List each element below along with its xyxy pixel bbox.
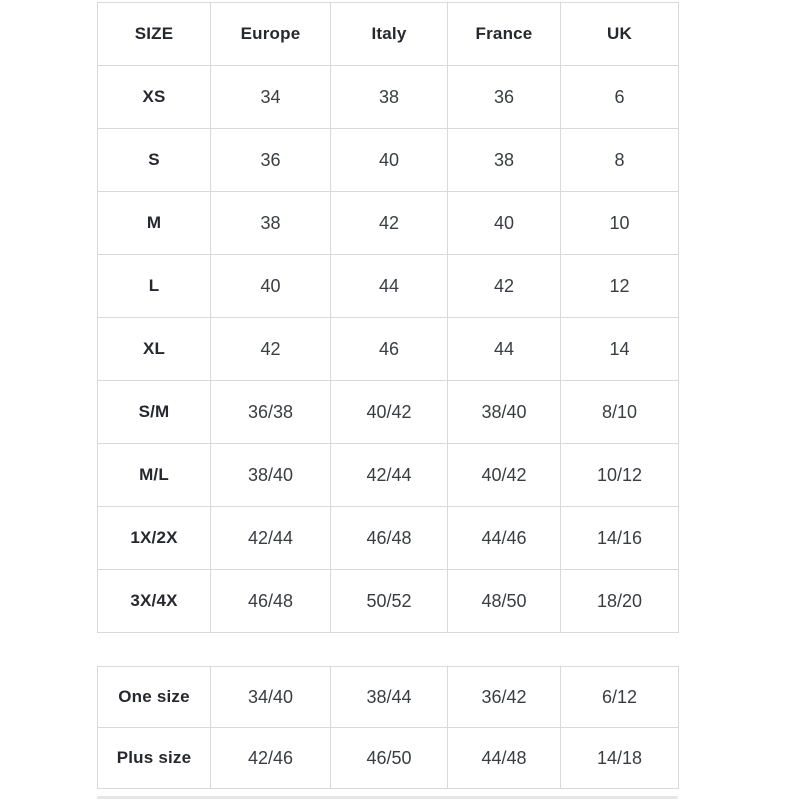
cell-france: 44 [448,318,561,381]
cell-italy: 44 [331,255,448,318]
cell-uk: 14 [561,318,679,381]
table-row-m [98,192,679,255]
row-label: XS [98,66,211,129]
row-label: S [98,129,211,192]
cell-france: 38 [448,129,561,192]
table-row-one-size [98,667,679,728]
cell-europe: 46/48 [211,570,331,633]
cell-uk: 12 [561,255,679,318]
horizontal-scrollbar[interactable] [97,796,678,799]
cell-uk: 6/12 [561,667,679,728]
cell-france: 44/48 [448,728,561,789]
cell-italy: 38/44 [331,667,448,728]
cell-europe: 42/44 [211,507,331,570]
cell-france: 36/42 [448,667,561,728]
cell-uk: 14/18 [561,728,679,789]
size-conversion-table [97,2,679,633]
column-header-france: France [448,3,561,66]
cell-uk: 18/20 [561,570,679,633]
cell-uk: 6 [561,66,679,129]
cell-france: 36 [448,66,561,129]
cell-italy: 38 [331,66,448,129]
cell-italy: 50/52 [331,570,448,633]
column-header-size: SIZE [98,3,211,66]
cell-france: 40/42 [448,444,561,507]
cell-france: 40 [448,192,561,255]
table-row-sm [98,381,679,444]
row-label: M/L [98,444,211,507]
table-row-xs [98,66,679,129]
table-row-plus-size [98,728,679,789]
row-label: 3X/4X [98,570,211,633]
cell-uk: 8/10 [561,381,679,444]
row-label: 1X/2X [98,507,211,570]
cell-europe: 34 [211,66,331,129]
cell-uk: 10/12 [561,444,679,507]
special-size-table [97,666,679,789]
cell-europe: 38/40 [211,444,331,507]
column-header-uk: UK [561,3,679,66]
cell-europe: 42/46 [211,728,331,789]
cell-france: 42 [448,255,561,318]
cell-europe: 40 [211,255,331,318]
cell-italy: 40 [331,129,448,192]
table-row-l [98,255,679,318]
cell-france: 38/40 [448,381,561,444]
cell-italy: 42 [331,192,448,255]
cell-italy: 42/44 [331,444,448,507]
cell-italy: 46/50 [331,728,448,789]
cell-europe: 36 [211,129,331,192]
row-label: XL [98,318,211,381]
column-header-europe: Europe [211,3,331,66]
row-label: L [98,255,211,318]
cell-uk: 8 [561,129,679,192]
cell-europe: 34/40 [211,667,331,728]
cell-uk: 10 [561,192,679,255]
row-label: M [98,192,211,255]
cell-europe: 36/38 [211,381,331,444]
cell-italy: 46 [331,318,448,381]
row-label: One size [98,667,211,728]
table-row-3x4x [98,570,679,633]
cell-france: 48/50 [448,570,561,633]
cell-france: 44/46 [448,507,561,570]
table-row-1x2x [98,507,679,570]
table-row-s [98,129,679,192]
cell-uk: 14/16 [561,507,679,570]
cell-europe: 42 [211,318,331,381]
cell-italy: 46/48 [331,507,448,570]
cell-europe: 38 [211,192,331,255]
row-label: Plus size [98,728,211,789]
row-label: S/M [98,381,211,444]
column-header-italy: Italy [331,3,448,66]
cell-italy: 40/42 [331,381,448,444]
table-gap [97,633,800,666]
table-row-xl [98,318,679,381]
table-row-ml [98,444,679,507]
header-row [98,3,679,66]
